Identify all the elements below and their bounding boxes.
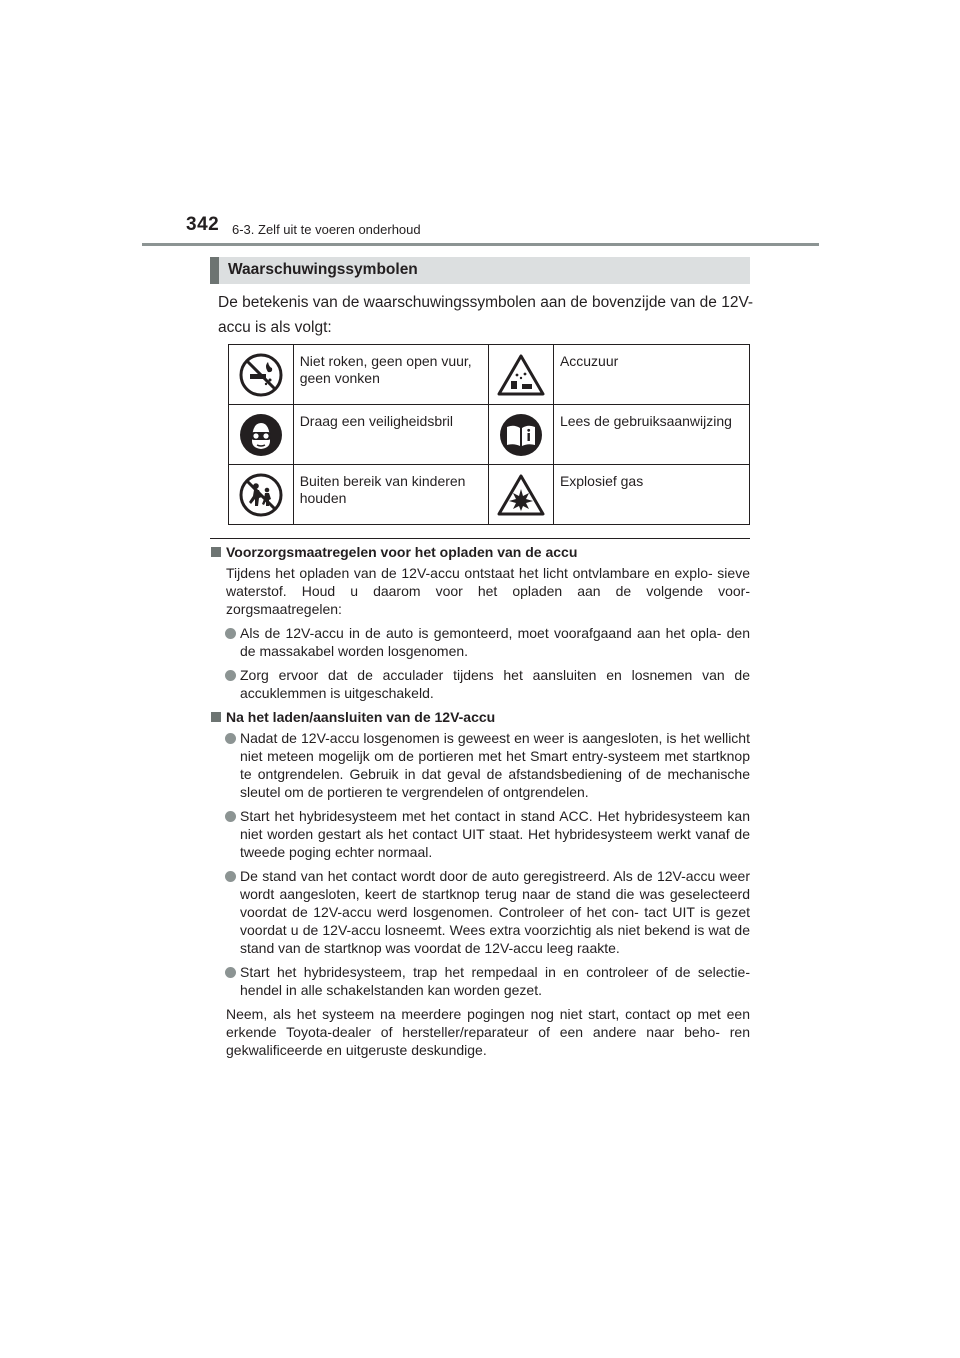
- symbol-label-cell: [293, 405, 489, 465]
- keep-away-from-children-icon: [239, 473, 283, 517]
- warning-symbols-table: [228, 344, 750, 525]
- symbols-row: [229, 345, 750, 405]
- square-bullet-icon: [211, 712, 221, 722]
- intro-text: De betekenis van de waarschuwingssymbolen aan de bovenzijde van de 12V-accu is als volgt:: [218, 294, 754, 336]
- round-bullet-icon: [225, 628, 236, 639]
- symbols-row: [229, 465, 750, 525]
- subheading-after-charging: [210, 708, 750, 726]
- list-item-text: Zorg ervoor dat de acculader tijdens het aansluiten en losnemen van de accuklemmen is uitgeschakeld.: [240, 667, 750, 701]
- round-bullet-icon: [225, 967, 236, 978]
- page-number: 342: [186, 214, 220, 235]
- no-smoking-flame-icon: [239, 353, 283, 397]
- round-bullet-icon: [225, 871, 236, 882]
- section-divider: [210, 538, 750, 539]
- safety-goggles-icon: [239, 413, 283, 457]
- symbol-label: Explosief gas: [559, 473, 644, 489]
- list-item-text: Start het hybridesysteem met het contact in stand ACC. Het hybridesysteem kan niet worden gestart als het contact UIT staat. Het hybridesysteem werkt vanaf de tweede poging echter normaal.: [240, 808, 750, 860]
- explosive-gas-warning-icon: [497, 473, 545, 517]
- symbol-icon-cell: [229, 405, 294, 465]
- symbol-icon-cell: [229, 465, 294, 525]
- symbol-icon-cell: [489, 345, 554, 405]
- header-divider: [142, 243, 819, 246]
- subheading-text: Voorzorgsmaatregelen voor het opladen van de accu: [226, 544, 578, 560]
- list-item-text: Als de 12V-accu in de auto is gemonteerd, moet voorafgaand aan het opla- den de massakabel worden losgenomen.: [240, 625, 750, 659]
- symbol-label-cell: [553, 405, 749, 465]
- list-item: [240, 963, 750, 999]
- subheading-charging: [210, 543, 750, 561]
- list-item: [240, 624, 750, 660]
- symbol-label: Buiten bereik van kinderen houden: [299, 473, 466, 506]
- symbol-label-cell: [553, 465, 749, 525]
- battery-acid-warning-icon: [497, 353, 545, 397]
- list-item-text: Nadat de 12V-accu losgenomen is geweest en weer is aangesloten, is het wellicht niet meteen mogelijk om de portieren met het Smart entry-systeem met startknop te ontgrendelen. Gebruik in dat geval de afstandsbediening of de mechanische sleutel om de portieren te vergrendelen of ontgrendelen.: [240, 730, 750, 800]
- symbol-label-cell: [293, 465, 489, 525]
- chapter-section-title: 6-3. Zelf uit te voeren onderhoud: [232, 222, 421, 237]
- list-item: [240, 729, 750, 801]
- symbol-icon-cell: [489, 405, 554, 465]
- body-text: [210, 543, 750, 1065]
- symbol-label-cell: [553, 345, 749, 405]
- symbol-label-cell: [293, 345, 489, 405]
- round-bullet-icon: [225, 670, 236, 681]
- round-bullet-icon: [225, 811, 236, 822]
- round-bullet-icon: [225, 733, 236, 744]
- list-item-text: Start het hybridesysteem, trap het rempedaal in en controleer of de selectie- hendel in alle schakelstanden kan worden gezet.: [240, 964, 750, 998]
- section-title: Waarschuwingssymbolen: [228, 261, 418, 278]
- section-title-bar: [210, 257, 750, 284]
- subheading-text: Na het laden/aansluiten van de 12V-accu: [226, 709, 496, 725]
- closing-paragraph: Neem, als het systeem na meerdere pogingen nog niet start, contact op met een erkende Toyota-dealer of hersteller/reparateur of een andere naar beho- ren gekwalificeerde en uitgeruste deskundige.: [226, 1006, 750, 1058]
- list-item-text: De stand van het contact wordt door de auto geregistreerd. Als de 12V-accu weer wordt aangesloten, keert de startknop terug naar de stand die was geselecteerd voordat de 12V-accu werd losgenomen. Controleer of het con- tact UIT is gezet voordat u de 12V-accu losneemt. Wees extra voorzichtig als niet bekend is wat de stand van de startknop was voordat de 12V-accu leeg raakte.: [240, 868, 750, 956]
- symbols-row: [229, 405, 750, 465]
- list-item: [240, 867, 750, 957]
- symbol-label: Accuzuur: [559, 353, 619, 369]
- square-bullet-icon: [211, 547, 221, 557]
- symbol-label: Draag een veiligheidsbril: [299, 413, 453, 429]
- symbol-icon-cell: [229, 345, 294, 405]
- symbol-label: Niet roken, geen open vuur, geen vonken: [299, 353, 472, 386]
- list-item: [240, 666, 750, 702]
- symbol-icon-cell: [489, 465, 554, 525]
- symbol-label: Lees de gebruiksaanwijzing: [559, 413, 732, 429]
- read-manual-icon: [499, 413, 543, 457]
- paragraph: Tijdens het opladen van de 12V-accu ontstaat het licht ontvlambare en explo- sieve waterstof. Houd u daarom voor het opladen aan de volgende voor- zorgsmaatregelen:: [226, 565, 750, 617]
- list-item: [240, 807, 750, 861]
